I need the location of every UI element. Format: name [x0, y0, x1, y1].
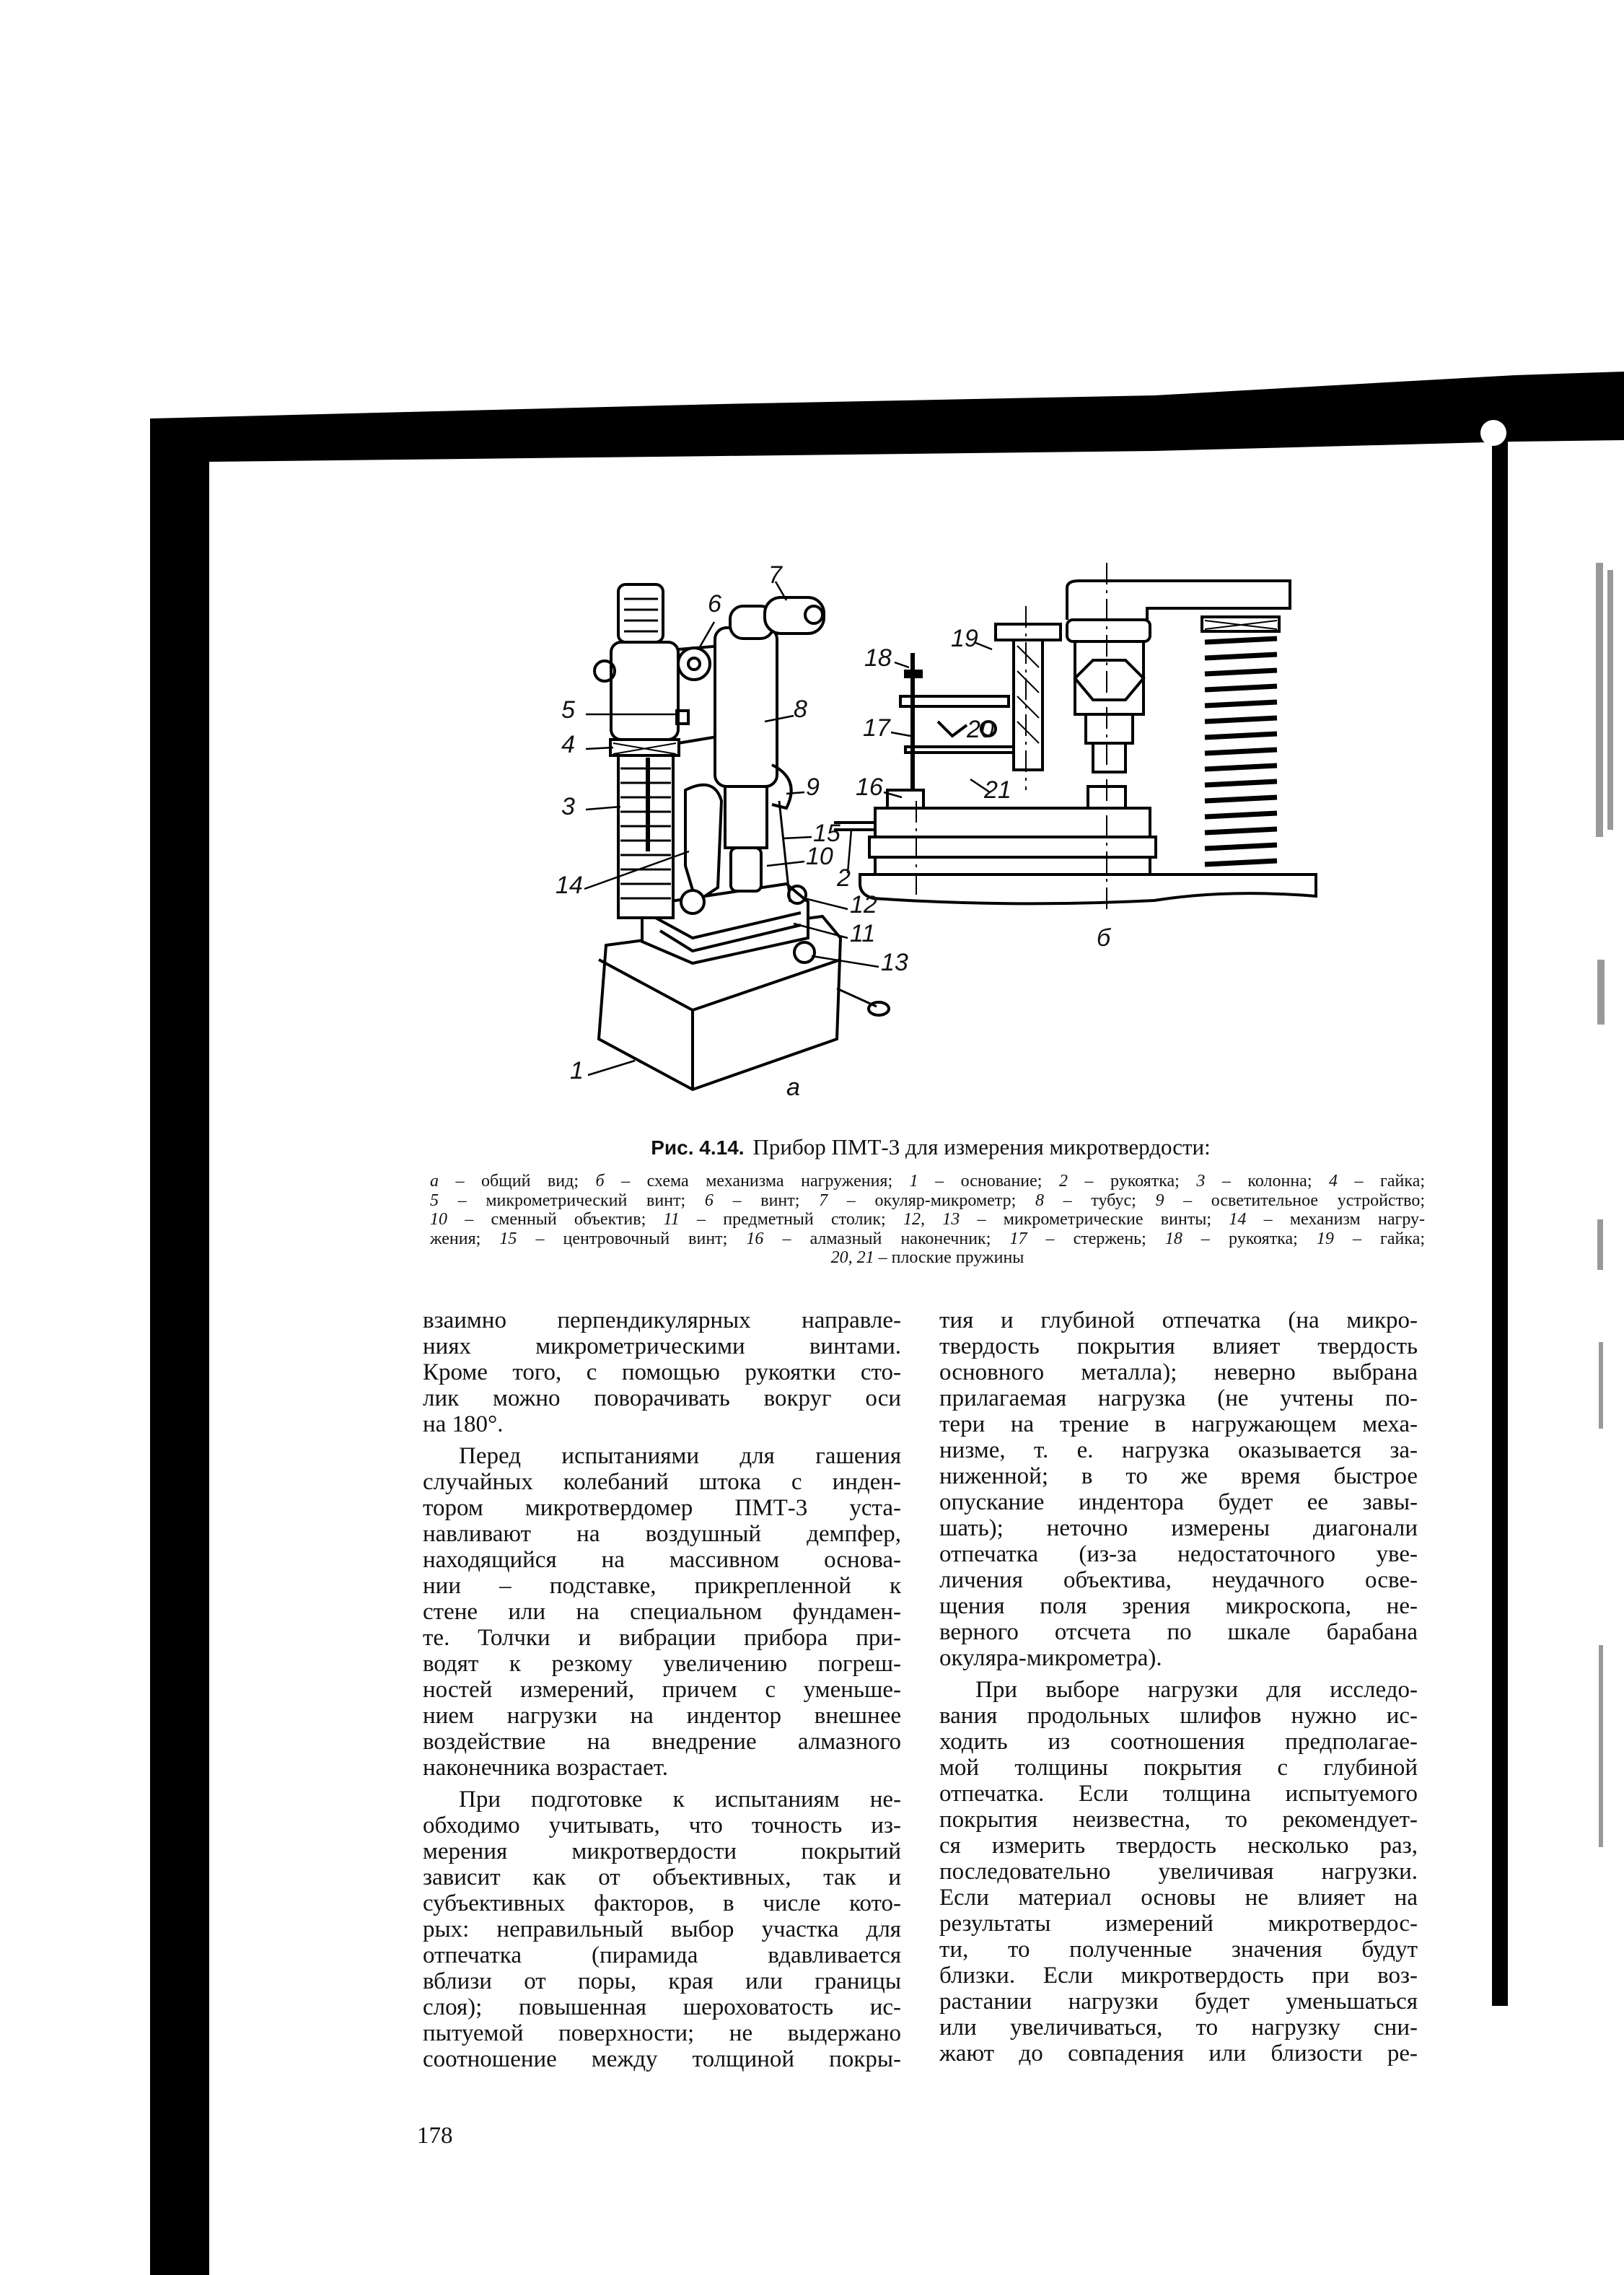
legend-text: – плоские пружины — [874, 1248, 1024, 1267]
legend-text: – рукоятка; — [1182, 1229, 1317, 1248]
text-line: шать); неточно измерены диагонали — [939, 1515, 1418, 1541]
text-line: близки. Если микротвердость при воз- — [939, 1963, 1418, 1989]
legend-key: 12, 13 — [903, 1210, 960, 1229]
text-line: отпечатка (пирамида вдавливается — [423, 1942, 901, 1968]
legend-text: – механизм нагру- — [1246, 1210, 1426, 1229]
legend-key: а — [430, 1172, 439, 1191]
legend-text: – предметный столик; — [679, 1210, 903, 1229]
legend-key: б — [595, 1172, 605, 1191]
legend-line — [430, 1191, 1425, 1211]
text-line: ностей измерений, причем с уменьше- — [423, 1677, 901, 1703]
text-line: тия и глубиной отпечатка (на микро- — [939, 1307, 1418, 1333]
figure-callout-label: 6 — [708, 590, 721, 618]
text-line: личения объектива, неудачного осве- — [939, 1567, 1418, 1593]
paragraph — [423, 1787, 901, 2072]
text-line: основного металла); неверно выбрана — [939, 1359, 1418, 1385]
text-line: ти, то полученные значения будут — [939, 1937, 1418, 1963]
text-line: Если материал основы не влияет на — [939, 1885, 1418, 1911]
figure-callout-label: 15 — [813, 820, 840, 847]
figure-callout-label: 4 — [561, 731, 575, 758]
legend-key: 1 — [909, 1172, 918, 1191]
figure-callout-label: а — [786, 1074, 800, 1101]
text-line: взаимно перпендикулярных направле- — [423, 1307, 901, 1333]
legend-key: 9 — [1155, 1191, 1164, 1210]
text-line: прилагаемая нагрузка (не учтены по- — [939, 1385, 1418, 1411]
text-line: нием нагрузки на индентор внешнее — [423, 1703, 901, 1729]
text-line: мой толщины покрытия с глубиной — [939, 1755, 1418, 1781]
text-line: При подготовке к испытаниям не- — [459, 1787, 901, 1812]
legend-text: – винт; — [713, 1191, 820, 1210]
text-line: ниженной; в то же время быстрое — [939, 1463, 1418, 1489]
legend-text: – микрометрические винты; — [960, 1210, 1229, 1229]
text-line: лик можно поворачивать вокруг оси — [423, 1385, 901, 1411]
facing-page-bleed — [1596, 563, 1613, 1847]
legend-text: – осветительное устройство; — [1164, 1191, 1425, 1210]
legend-key: 7 — [819, 1191, 828, 1210]
text-line: те. Толчки и вибрации прибора при- — [423, 1625, 901, 1651]
figure-callout-label: 3 — [561, 793, 575, 820]
text-line: ходить из соотношения предполагае- — [939, 1729, 1418, 1755]
legend-key: 20, 21 — [830, 1248, 874, 1267]
legend-key: 16 — [746, 1229, 764, 1248]
text-line: соотношение между толщиной покры- — [423, 2046, 901, 2072]
legend-key: 15 — [499, 1229, 517, 1248]
text-line: навливают на воздушный демпфер, — [423, 1521, 901, 1547]
text-line: вблизи от поры, края или границы — [423, 1968, 901, 1994]
paragraph — [423, 1307, 901, 1437]
text-line: стене или на специальном фундамен- — [423, 1599, 901, 1625]
figure-callout-label: 9 — [806, 773, 820, 801]
figure-callout-label: 12 — [850, 891, 877, 919]
paragraph — [939, 1307, 1418, 1671]
figure-number: Рис. 4.14. — [651, 1136, 745, 1159]
text-line: тором микротвердомер ПМТ-3 уста- — [423, 1495, 901, 1521]
legend-text: – центровочный винт; — [517, 1229, 747, 1248]
figure-callout-label: 18 — [864, 644, 892, 672]
text-line: вания продольных шлифов нужно ис- — [939, 1703, 1418, 1729]
legend-line — [430, 1210, 1425, 1229]
legend-line — [430, 1248, 1425, 1268]
figure-caption-title — [433, 1134, 1428, 1160]
text-line: воздействие на внедрение алмазного — [423, 1729, 901, 1755]
text-line: субъективных факторов, в числе кото- — [423, 1890, 901, 1916]
legend-line — [430, 1172, 1425, 1191]
text-line: растании нагрузки будет уменьшаться — [939, 1989, 1418, 2015]
legend-key: 8 — [1035, 1191, 1044, 1210]
figure-callout-label: б — [1097, 924, 1111, 952]
legend-key: 10 — [430, 1210, 447, 1229]
legend-text: – тубус; — [1043, 1191, 1156, 1210]
text-line: твердость покрытия влияет твердость — [939, 1333, 1418, 1359]
text-line: низме, т. е. нагрузка оказывается за- — [939, 1437, 1418, 1463]
legend-text: – стержень; — [1027, 1229, 1165, 1248]
figure-callout-label: 21 — [984, 776, 1011, 804]
figure-callout-label: 10 — [806, 843, 833, 870]
figure-callout-label: 17 — [863, 714, 890, 742]
text-column-left — [423, 1307, 901, 2078]
legend-text: – гайка; — [1338, 1172, 1426, 1191]
text-line: наконечника возрастает. — [423, 1755, 668, 1781]
text-line: отпечатка. Если толщина испытуемого — [939, 1781, 1418, 1807]
text-line: случайных колебаний штока с инден- — [423, 1469, 901, 1495]
loading-mechanism-scheme — [834, 581, 1316, 903]
legend-key: 14 — [1229, 1210, 1247, 1229]
legend-text: – схема механизма нагружения; — [604, 1172, 910, 1191]
text-line: опускание индентора будет ее завы- — [939, 1489, 1418, 1515]
text-line: отпечатка (из-за недостаточного уве- — [939, 1541, 1418, 1567]
text-line: верного отсчета по шкале барабана — [939, 1619, 1418, 1645]
figure-callout-label: 5 — [561, 696, 575, 724]
text-line: нии – подставке, прикрепленной к — [423, 1573, 901, 1599]
figure-callout-label: 13 — [881, 949, 908, 976]
paragraph — [939, 1677, 1418, 2066]
text-line: ниях микрометрическими винтами. — [423, 1333, 901, 1359]
apparatus-general-view — [594, 584, 889, 1090]
text-line: мерения микротвердости покрытий — [423, 1838, 901, 1864]
text-line: ся измерить твердость несколько раз, — [939, 1833, 1418, 1859]
legend-line — [430, 1229, 1425, 1249]
page-number: 178 — [417, 2123, 453, 2149]
text-line: последовательно увеличивая нагрузки. — [939, 1859, 1418, 1885]
text-line: находящийся на массивном основа- — [423, 1547, 901, 1573]
text-line: рых: неправильный выбор участка для — [423, 1916, 901, 1942]
figure-callout-label: 8 — [794, 696, 807, 723]
paragraph — [423, 1443, 901, 1781]
figure-title: Прибор ПМТ-3 для измерения микротвердости: — [752, 1134, 1211, 1160]
figure-callout-label: 7 — [768, 561, 782, 589]
legend-text: – алмазный наконечник; — [763, 1229, 1010, 1248]
text-line: слоя); повышенная шероховатость ис- — [423, 1994, 901, 2020]
legend-text: – сменный объектив; — [447, 1210, 664, 1229]
legend-key: 5 — [430, 1191, 439, 1210]
text-line: пытуемой поверхности; не выдержано — [423, 2020, 901, 2046]
legend-text: жения; — [430, 1229, 500, 1248]
text-line: покрытия неизвестна, то рекомендует- — [939, 1807, 1418, 1833]
text-line: щения поля зрения микроскопа, не- — [939, 1593, 1418, 1619]
legend-text: – окуляр-микрометр; — [828, 1191, 1035, 1210]
text-line: Перед испытаниями для гашения — [459, 1443, 901, 1469]
figure-callout-label: 11 — [850, 920, 876, 947]
legend-text: – рукоятка; — [1067, 1172, 1197, 1191]
text-line: жают до совпадения или близости ре- — [939, 2041, 1418, 2066]
legend-text: – основание; — [918, 1172, 1059, 1191]
legend-key: 17 — [1009, 1229, 1027, 1248]
figure-callout-label: 14 — [556, 872, 583, 899]
text-line: окуляра-микрометра). — [939, 1645, 1162, 1671]
legend-key: 4 — [1329, 1172, 1338, 1191]
legend-key: 18 — [1164, 1229, 1182, 1248]
figure-callout-label: 2 — [837, 864, 851, 892]
legend-text: – общий вид; — [439, 1172, 596, 1191]
figure-callout-label: 16 — [856, 773, 883, 801]
text-line: зависит как от объективных, так и — [423, 1864, 901, 1890]
text-line: обходимо учитывать, что точность из- — [423, 1812, 901, 1838]
text-line: тери на трение в нагружающем меха- — [939, 1411, 1418, 1437]
legend-text: – гайка; — [1333, 1229, 1426, 1248]
figure-callout-label: 1 — [570, 1057, 584, 1084]
legend-key: 6 — [704, 1191, 714, 1210]
legend-key: 19 — [1316, 1229, 1334, 1248]
text-column-right — [939, 1307, 1418, 2072]
text-line: результаты измерений микротвердос- — [939, 1911, 1418, 1937]
legend-key: 3 — [1196, 1172, 1206, 1191]
figure-callout-label: 19 — [951, 625, 978, 652]
text-line: водят к резкому увеличению погреш- — [423, 1651, 901, 1677]
figure-legend — [430, 1172, 1425, 1268]
text-line: на 180°. — [423, 1411, 504, 1437]
text-line: или увеличиваться, то нагрузку сни- — [939, 2015, 1418, 2041]
text-line: При выборе нагрузки для исследо- — [975, 1677, 1418, 1703]
legend-text: – микрометрический винт; — [439, 1191, 705, 1210]
legend-key: 11 — [663, 1210, 680, 1229]
figure-callout-label: 20 — [967, 716, 994, 743]
legend-key: 2 — [1058, 1172, 1068, 1191]
text-line: Кроме того, с помощью рукоятки сто- — [423, 1359, 901, 1385]
legend-text: – колонна; — [1205, 1172, 1330, 1191]
